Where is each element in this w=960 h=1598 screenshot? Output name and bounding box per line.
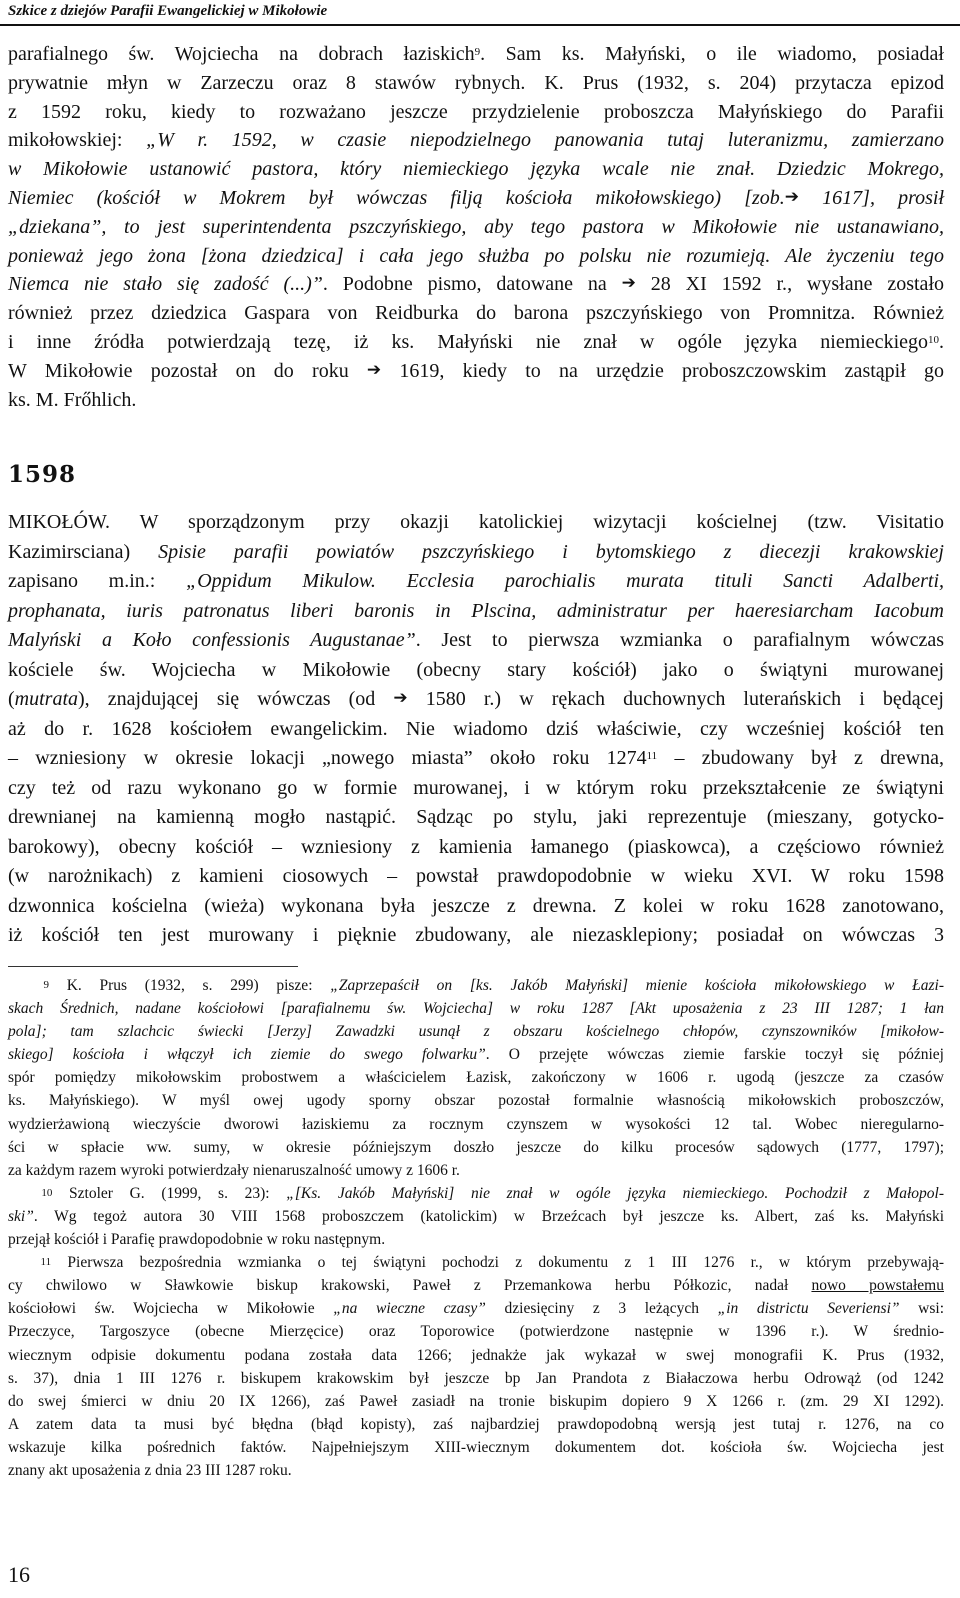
text-line: pola]; tam szlachcic świecki [Jerzy] Zawadzki usunął z obszaru kościelnego chłopów, czynszowników [mikołow- xyxy=(8,1023,944,1041)
quote-italic: Niemiec (kościół w Mokrem był wówczas filją kościoła mikołowskiego) [zob. xyxy=(8,186,785,209)
header-rule xyxy=(0,24,960,26)
text-line: Przeczyce, Targoszyce (obecne Mierzęcice) oraz Toporowice (potwierdzone następnie w 1396 r.). W średnio- xyxy=(8,1323,944,1341)
text-segment: zapisano m.in.: xyxy=(8,570,187,592)
quote-italic: , prosił xyxy=(869,186,945,209)
section-year-heading: 1598 xyxy=(8,461,77,488)
text-line xyxy=(8,1274,944,1297)
quote-italic: ski” xyxy=(8,1207,34,1225)
title-italic: Spisie parafii powiatów pszczyńskiego i bytomskiego z diecezji krakowskiej xyxy=(158,540,944,563)
footnote-9 xyxy=(8,974,944,997)
text-segment: 1580 r.) w rękach duchownych luterańskich i będącej xyxy=(407,688,944,710)
text-line: (w narożnikach) z kamieni ciosowych – powstał prawdopodobnie w wieku XVI. W roku 1598 xyxy=(8,865,944,887)
footnote-ref-11[interactable]: 11 xyxy=(646,750,658,762)
text-line xyxy=(8,1205,944,1228)
text-line: prophanata, iuris patronatus liberi baronis in Plscina, administratur per haeresiarcham Iacobum xyxy=(8,599,944,622)
cross-reference-arrow-icon[interactable]: ➔ xyxy=(621,273,636,293)
cross-reference-arrow-icon[interactable]: ➔ xyxy=(366,359,382,379)
text-segment: . Podobne pismo, datowane na xyxy=(322,273,622,296)
text-segment: . xyxy=(939,330,944,353)
footnote-separator xyxy=(8,966,298,967)
text-line: przejął kościół i Parafię prawdopodobnie w roku następnym. xyxy=(8,1231,386,1249)
text-line xyxy=(8,626,944,656)
text-line xyxy=(8,126,944,155)
text-line: s. 37), dnia 1 III 1276 r. biskupem krakowskim był jeszcze bp Jan Prandota z Białaczowa herbu Odrowąż (od 1242 xyxy=(8,1369,944,1387)
text-line xyxy=(8,184,944,213)
text-line xyxy=(8,538,944,568)
text-line: znany akt uposażenia z dnia 23 III 1287 roku. xyxy=(8,1461,292,1479)
text-line: wskazuje kilka pośrednich faktów. Najpełniejszym XIII-wiecznym dokumentem dot. kościoła św. Wojciecha jest xyxy=(8,1438,944,1456)
text-line xyxy=(8,1043,944,1066)
text-segment: W Mikołowie pozostał on do roku xyxy=(8,359,367,382)
quote-italic: skiego] kościoła i włączył ich ziemie do swego folwarku” xyxy=(8,1046,486,1064)
text-segment: – wzniesiony w okresie lokacji „nowego miasta” około roku 1274 xyxy=(8,747,647,769)
text-line xyxy=(8,567,944,597)
text-segment: mikołowskiej: xyxy=(8,129,147,152)
footnotes xyxy=(8,974,944,1482)
footnote-ref-10[interactable]: 10 xyxy=(928,333,939,346)
page-number: 16 xyxy=(8,1562,30,1587)
text-line xyxy=(8,40,944,69)
text-segment: Kazimirsciana) xyxy=(8,540,159,563)
underlined-text: nowo powstałemu xyxy=(811,1277,944,1295)
text-line: w Mikołowie ustanowić pastora, który niemieckiego języka wcale nie znał. Dziedzic Mokrego, xyxy=(8,158,944,181)
text-line: spór pomiędzy mikołowskim probostwem a właścicielem Łazisk, zakończony w 1606 r. ugodą (jeszcze za czasów xyxy=(8,1069,944,1087)
footnote-number: 9 xyxy=(43,979,49,991)
text-segment: Pierwsza bezpośrednia wzmianka o tej świątyni pochodzi z dokumentu z 1 III 1276 r., w którym przebywają- xyxy=(51,1254,944,1272)
text-line: iż kościół ten jest murowany i pięknie zbudowany, ale niezasklepiony; posiadał on wówczas 3 xyxy=(8,924,944,946)
text-segment: Sztoler G. (1999, s. 23): xyxy=(52,1184,287,1202)
quote-italic: „W r. 1592, w czasie niepodzielnego panowania tutaj luteranizmu, zamierzano xyxy=(146,129,945,152)
text-line: czy też od razu wykonano go w formie murowanej, i w którym roku przekształcenie ze świątyni xyxy=(8,776,944,799)
text-line: również przez dziedzica Gaspara von Reidburka do barona pszczyńskiego von Promnitza. Również xyxy=(8,302,944,325)
text-segment: kościołowi św. Wojciecha w Mikołowie xyxy=(8,1300,334,1318)
text-segment: wsi: xyxy=(899,1300,944,1318)
text-line: skach Średnich, nadane kościołowi [parafialnemu św. Wojciecha] w roku 1287 [Akt uposażenia z 23 III 1287; 1 łan xyxy=(8,1000,944,1018)
text-line: z 1592 roku, kiedy to rozważano jeszcze przydzielenie proboszcza Małyńskiego do Parafii xyxy=(8,100,944,123)
text-segment: – zbudowany był z drewna, xyxy=(657,747,944,769)
text-line: barokowy), obecny kościół – wzniesiony z kamienia łamanego (piaskowca), a częściowo również xyxy=(8,835,944,858)
text-segment: . Wg tegoż autora 30 VIII 1568 proboszczem (katolickim) w Brzeźcach był jeszcze ks. Albert, zaś ks. Małyński xyxy=(33,1207,944,1225)
quote-italic: „Oppidum Mikulow. Ecclesia parochialis murata tituli Sancti Adalberti, xyxy=(186,570,945,592)
body-text-part-2 xyxy=(8,508,944,951)
text-line: wydzierżawioną wieczyście dworowi łaziskiemu za rocznym czynszem w wysokości 12 tal. Wobec nieregularno- xyxy=(8,1115,944,1133)
text-segment: cy chwilowo w Sławkowie biskup krakowski, Paweł z Przemankowa herbu Półkozic, nadał xyxy=(8,1277,812,1295)
text-segment: dziesięciny z 3 leżących xyxy=(485,1300,718,1318)
text-segment: 28 XI 1592 r. xyxy=(635,273,788,296)
cross-reference-arrow-icon[interactable]: ➔ xyxy=(393,688,408,707)
quote-italic: Niemca nie stało się zadość (...)” xyxy=(8,273,323,296)
text-line: MIKOŁÓW. W sporządzonym przy okazji katolickiej wizytacji kościelnej (tzw. Visitatio xyxy=(8,511,944,533)
quote-italic: 1617] xyxy=(799,186,870,209)
text-segment: i inne źródła potwierdzają tezę, iż ks. Małyński nie znał w ogóle języka niemieckiego xyxy=(8,330,928,353)
text-segment: . Jest to pierwsza wzmianka o parafialnym wówczas xyxy=(415,629,944,651)
text-line xyxy=(8,1297,944,1320)
text-line xyxy=(8,685,944,715)
text-line: A zatem data ta musi być błędna (błąd kopisty), zaś najbardziej prawdopodobną wersją jest tutaj r. 1276, na co xyxy=(8,1415,944,1433)
text-segment: parafialnego św. Wojciecha na dobrach łaziskich xyxy=(8,43,475,65)
cross-reference-arrow-icon[interactable]: ➔ xyxy=(784,186,800,206)
quote-italic: „in districtu Severiensi” xyxy=(717,1300,900,1318)
text-line xyxy=(8,744,944,774)
body-text-part-1 xyxy=(8,40,944,414)
text-line xyxy=(8,357,944,386)
text-segment: . Sam ks. Małyński, o ile wiadomo, posiadał xyxy=(480,43,944,65)
quote-italic: „Zaprzepaścił on [ks. Jakób Małyński] mienie kościoła mikołowskiego w Łazi- xyxy=(330,977,944,994)
footnote-10 xyxy=(8,1182,944,1205)
running-header: Szkice z dziejów Parafii Ewangelickiej w Mikołowie xyxy=(8,3,328,19)
text-segment: 1619, kiedy to na urzędzie proboszczowskim zastąpił go xyxy=(381,359,944,382)
text-line: ści w spłacie ww. sumy, w okresie późniejszym doszło jeszcze do kilku procesów sądowych (1777, 1797); xyxy=(8,1138,944,1156)
text-line: za każdym razem wyroki potwierdzały nienaruszalność umowy z 1606 r. xyxy=(8,1161,460,1179)
text-line: aż do r. 1628 kościołem ewangelickim. Nie wiadomo dziś właściwie, czy wcześniej kościół ten xyxy=(8,717,944,740)
text-line: dzwonnica kościelna (wieża) wykonana była jeszcze z drewna. Z kolei w roku 1628 zanotowano, xyxy=(8,894,944,917)
footnote-number: 10 xyxy=(41,1186,53,1199)
text-segment: K. Prus (1932, s. 299) pisze: xyxy=(48,977,331,994)
text-line: ks. M. Frőhlich. xyxy=(8,388,137,411)
text-line: prywatnie młyn w Zarzeczu oraz 8 stawów rybnych. K. Prus (1932, s. 204) przytacza epizod xyxy=(8,71,944,94)
text-line xyxy=(8,270,944,299)
text-line: drewnianej na kamienną mogło nastąpić. Sądząc po stylu, jaki reprezentuje (mieszany, gotycko- xyxy=(8,806,944,828)
text-segment: ), znajdującej się wówczas (od xyxy=(78,688,394,710)
footnote-ref-9[interactable]: 9 xyxy=(474,46,481,58)
text-segment: . O przejęte wówczas ziemie farskie toczył się później xyxy=(485,1046,944,1064)
quote-italic: „[Ks. Jakób Małyński] nie znał w ogóle języka niemieckiego. Pochodził z Małopol- xyxy=(286,1184,944,1202)
text-segment: , wysłane zostało xyxy=(787,273,944,296)
text-line: ponieważ jego żona [żona dziedzica] i cała jego służba po polsku nie rozumieją. Ale życzeniu tego xyxy=(8,244,944,267)
quote-italic: Malyński a Koło confessionis Augustanae” xyxy=(8,629,416,651)
text-segment: ( xyxy=(8,688,15,710)
quote-italic: „na wieczne czasy” xyxy=(333,1300,486,1318)
text-line: „dziekana”, to jest superintendenta pszczyńskiego, aby tego pastora w Mikołowie nie ustanawiano, xyxy=(8,215,944,238)
text-line: do swej śmierci w dniu 20 IX 1266), zaś Paweł zasiadł na tronie biskupim dopiero 9 X 1266 r. (zm. 29 XI 1292). xyxy=(8,1392,944,1410)
footnote-number: 11 xyxy=(40,1256,52,1269)
footnote-11 xyxy=(8,1251,944,1274)
term-italic: mutrata xyxy=(14,688,79,710)
text-line xyxy=(8,328,944,357)
text-line: ks. Małyńskiego). W myśl owej ugody sporny obszar pozostał formalnie własnością mikołowskich proboszczów, xyxy=(8,1092,944,1110)
text-line: wiecznym odpisie dokumentu podana została data 1266; jednakże jak wykazał w swej monografii K. Prus (1932, xyxy=(8,1346,944,1364)
text-line: kościele św. Wojciecha w Mikołowie (obecny stary kościół) jako o świątyni murowanej xyxy=(8,658,944,681)
